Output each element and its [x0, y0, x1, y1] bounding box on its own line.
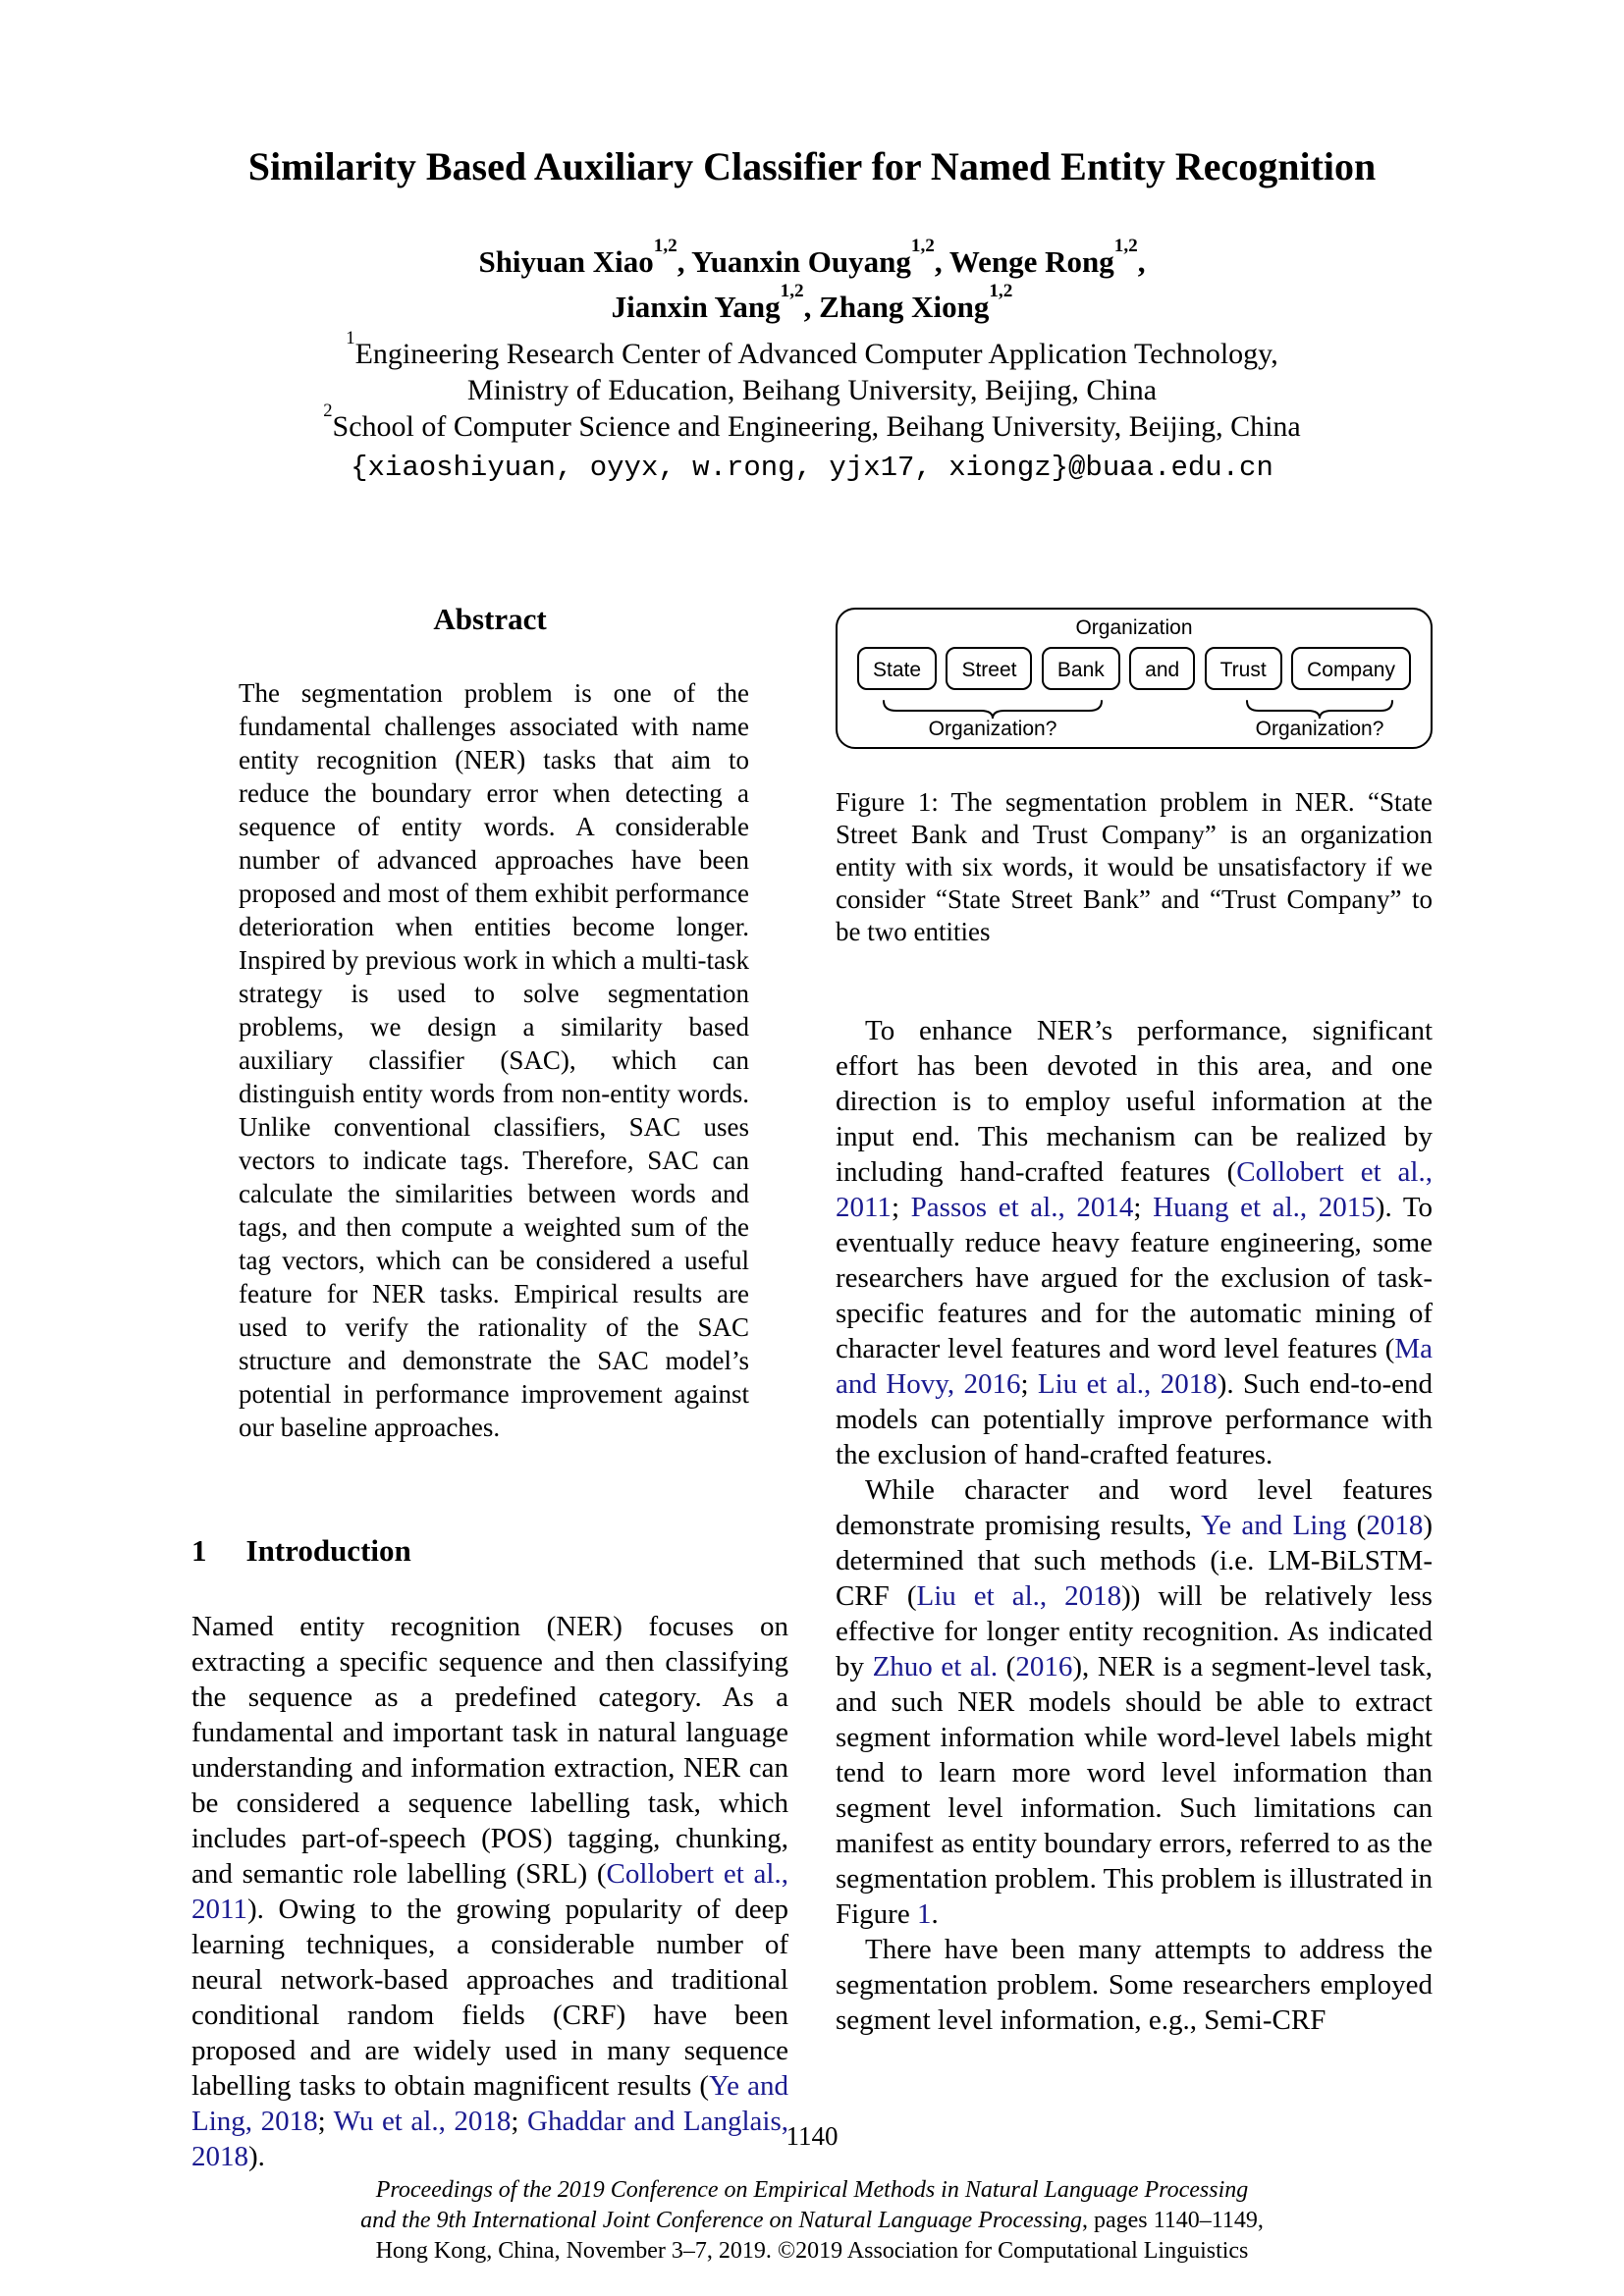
email-line: {xiaoshiyuan, oyyx, w.rong, yjx17, xiongz}@buaa.edu.cn: [351, 452, 1273, 484]
citation-link[interactable]: 2016: [1015, 1651, 1073, 1682]
citation-link[interactable]: Huang et al., 2015: [1153, 1192, 1376, 1223]
citation-link[interactable]: Zhuo et al.: [872, 1651, 999, 1682]
affiliation-line-2: Ministry of Education, Beihang University, Beijing, China: [466, 374, 1158, 406]
word-row: [857, 647, 1411, 690]
proceedings-line-1: Proceedings of the 2019 Conference on Empirical Methods in Natural Language Processing: [375, 2177, 1249, 2203]
citation-link[interactable]: Collobert et al., 2011: [191, 1858, 788, 1925]
page-footer: [0, 2120, 1624, 2267]
brace-label-left: Organization?: [928, 718, 1057, 740]
abstract-text: The segmentation problem is one of the fundamental challenges associated with name entity recognition (NER) tasks that aim to reduce the boundary error when detecting a sequence of entity words. A considerable number of advanced approaches have been proposed and most of them exhibit performance deterioration when entities become longer. Inspired by previous work in which a multi-task strategy is used to solve segmentation problems, we design a similarity based auxiliary classifier (SAC), which can distinguish entity words from non-entity words. Unlike conventional classifiers, SAC uses vectors to indicate tags. Therefore, SAC can calculate the similarities between words and tags, and then compute a weighted sum of the tag vectors, which can be considered a useful feature for NER tasks. Empirical results are used to verify the rationality of the SAC structure and demonstrate the SAC model’s potential in performance improvement against our baseline approaches.: [239, 678, 749, 1442]
paper-header: [0, 0, 1624, 488]
citation-link[interactable]: Ma and Hovy, 2016: [836, 1333, 1433, 1400]
figure-1-caption: Figure 1: The segmentation problem in NER. “State Street Bank and Trust Company” is an organization entity with six words, it would be unsatisfactory if we consider “State Street Bank” and “Trust Company” to be two entities: [836, 787, 1433, 946]
word-box-street: Street: [946, 647, 1032, 690]
underbrace-icon: [883, 700, 1103, 720]
proceedings-note: [0, 2175, 1624, 2267]
word-box-trust: Trust: [1205, 647, 1282, 690]
affiliation-line-1: $^1$Engineering Research Center of Advanced Computer Application Technology,: [346, 327, 1278, 370]
affiliation-block: [0, 327, 1624, 445]
section-number: 1: [191, 1533, 207, 1568]
paper-title: Similarity Based Auxiliary Classifier for Named Entity Recognition: [247, 144, 1377, 188]
right-column: [836, 602, 1433, 2174]
page-number: 1140: [785, 2121, 839, 2151]
citation-link[interactable]: Passos et al., 2014: [910, 1192, 1134, 1223]
citation-link[interactable]: Ghaddar and Langlais, 2018: [191, 2106, 788, 2172]
citation-link[interactable]: Wu et al., 2018: [333, 2106, 512, 2137]
body-paragraph: To enhance NER’s performance, significant effort has been devoted in this area, and one direction is to employ useful information at the input end. This mechanism can be realized by including hand-crafted features (Collobert et al., 2011; Passos et al., 2014; Huang et al., 2015). To eventually reduce heavy feature engineering, some researchers have argued for the exclusion of task-specific features and for the automatic mining of character level features and word level features (Ma and Hovy, 2016; Liu et al., 2018). Such end-to-end models can potentially improve performance with the exclusion of hand-crafted features.: [836, 1015, 1434, 1470]
body-paragraph: There have been many attempts to address the segmentation problem. Some researchers employed segment level information, e.g., Semi-CRF: [836, 1934, 1433, 2036]
word-box-bank: Bank: [1042, 647, 1120, 690]
word-box-and: and: [1129, 647, 1195, 690]
citation-link[interactable]: Ye and Ling, 2018: [191, 2070, 788, 2137]
underbrace-icon: [1246, 700, 1393, 720]
author-line-2: Jianxin Yang$^{1,2}$, Zhang Xiong$^{1,2}$: [611, 281, 1013, 324]
body-paragraph: While character and word level features demonstrate promising results, Ye and Ling (2018) determined that such methods (i.e. LM-BiLSTM-CRF (Liu et al., 2018)) will be relatively less effective for longer entity recognition. As indicated by Zhuo et al. (2016), NER is a segment-level task, and such NER models should be able to extract segment information while word-level labels might tend to learn more word level information than segment level information. Such limitations can manifest as entity boundary errors, referred to as the segmentation problem. This problem is illustrated in Figure 1.: [836, 1474, 1434, 1930]
figure-1-diagram: [836, 608, 1433, 749]
abstract-heading: Abstract: [433, 602, 547, 636]
affiliation-line-3: $^2$School of Computer Science and Engineering, Beihang University, Beijing, China: [323, 400, 1301, 443]
citation-link[interactable]: Collobert et al., 2011: [836, 1156, 1433, 1223]
citation-link[interactable]: Ye and Ling: [1201, 1510, 1347, 1541]
author-line-1: Shiyuan Xiao$^{1,2}$, Yuanxin Ouyang$^{1,2}$, Wenge Rong$^{1,2}$,: [478, 236, 1146, 279]
word-box-company: Company: [1291, 647, 1411, 690]
word-box-state: State: [857, 647, 937, 690]
organization-label: Organization: [1075, 616, 1193, 639]
author-block: [0, 236, 1624, 330]
section-heading-introduction: [191, 1532, 788, 1570]
left-column: [191, 602, 788, 2174]
proceedings-line-2: and the 9th International Joint Conference on Natural Language Processing, pages 1140–1149,: [360, 2208, 1264, 2233]
intro-paragraph: Named entity recognition (NER) focuses on extracting a specific sequence and then classifying the sequence as a predefined category. As a fundamental and important task in natural language understanding and information extraction, NER can be considered a sequence labelling task, which includes part-of-speech (POS) tagging, chunking, and semantic role labelling (SRL) (Collobert et al., 2011). Owing to the growing popularity of deep learning techniques, a considerable number of neural network-based approaches and traditional conditional random fields (CRF) have been proposed and are widely used in many sequence labelling tasks to obtain magnificent results (Ye and Ling, 2018; Wu et al., 2018; Ghaddar and Langlais, 2018).: [191, 1611, 788, 2172]
brace-label-right: Organization?: [1255, 718, 1384, 740]
citation-link[interactable]: Liu et al., 2018: [916, 1580, 1122, 1612]
citation-link[interactable]: 1: [916, 1898, 932, 1930]
two-column-body: [191, 602, 1433, 2174]
citation-link[interactable]: 2018: [1366, 1510, 1424, 1541]
citation-link[interactable]: Liu et al., 2018: [1037, 1368, 1218, 1400]
proceedings-line-3: Hong Kong, China, November 3–7, 2019. ©2019 Association for Computational Linguistics: [375, 2238, 1249, 2264]
section-title: Introduction: [245, 1533, 411, 1568]
